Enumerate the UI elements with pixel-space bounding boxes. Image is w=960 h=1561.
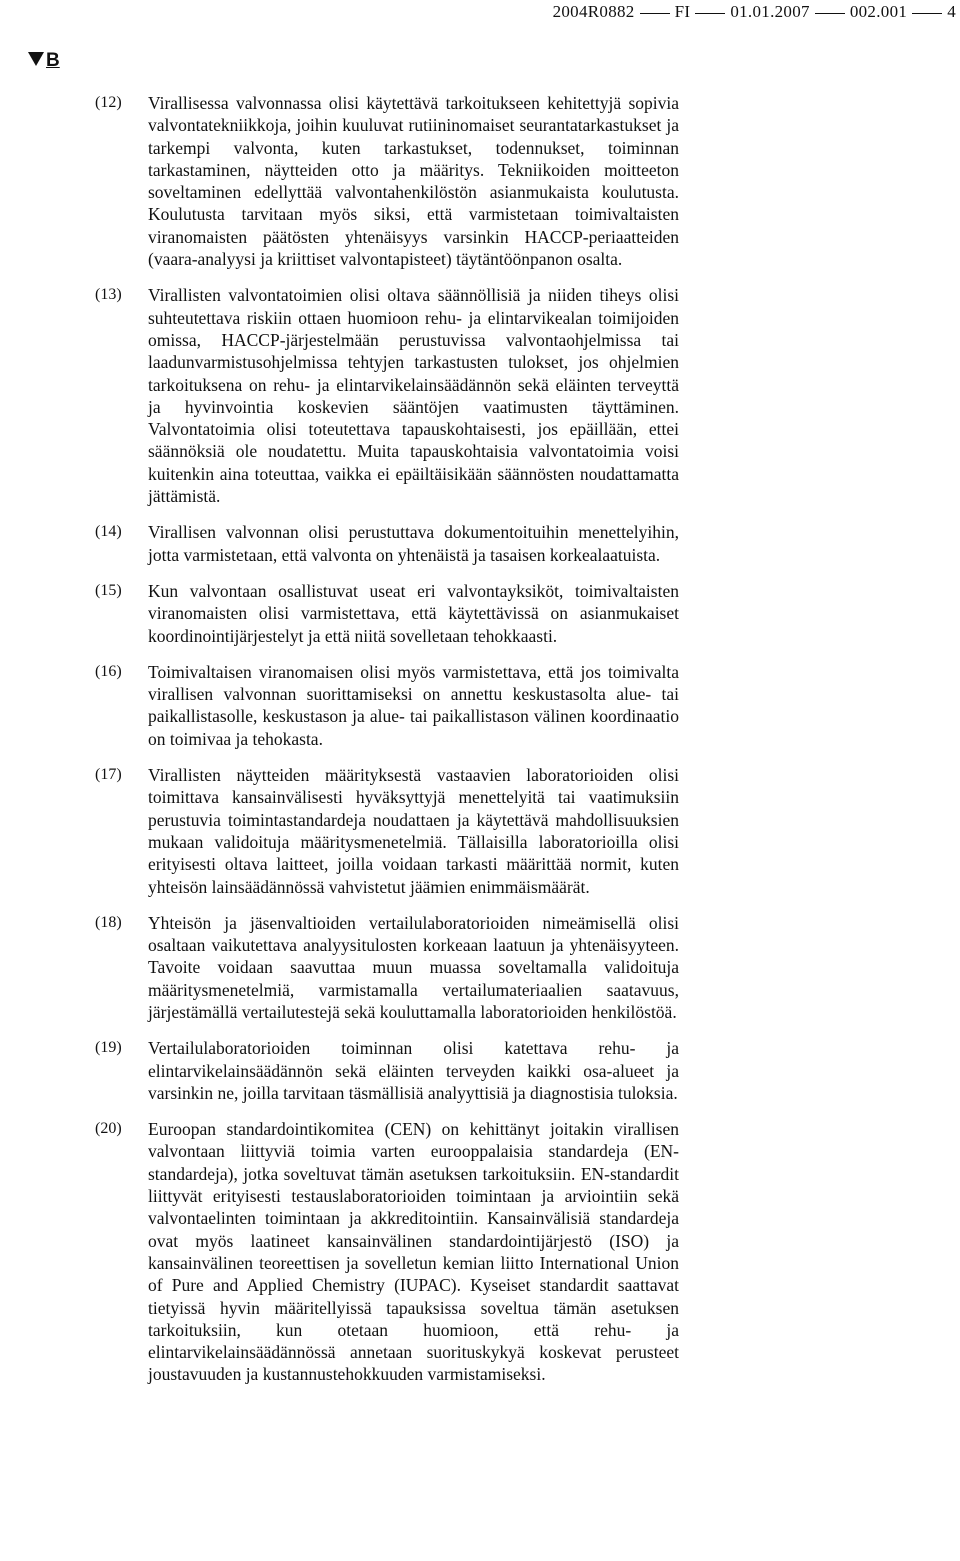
running-header (553, 2, 956, 22)
header-separator (640, 13, 670, 14)
recital-number: (15) (95, 581, 122, 599)
recital-text: Vertailulaboratorioiden toiminnan olisi katettava rehu- ja elintarvikelainsäädännön sekä eläinten terveyden kaikki osa-alueet ja varsinkin ne, joilla tarvitaan täsmällisiä analyyttisiä ja diagnostisia tuloksia. (148, 1038, 679, 1103)
recital-number: (19) (95, 1039, 122, 1057)
recital-text: Kun valvontaan osallistuvat useat eri valvontayksiköt, toimivaltaisten viranomaisten olisi varmistettava, että käytettävissä on asianmukaiset koordinointijärjestelyt ja että niitä sovelletaan tehokkaasti. (148, 580, 679, 646)
recital-item (0, 764, 960, 898)
header-separator (695, 13, 725, 14)
recital-item (0, 521, 960, 566)
header-separator (912, 13, 942, 14)
recital-item (0, 1118, 960, 1386)
recital-item (0, 580, 960, 647)
recital-item (0, 92, 960, 270)
recital-text: Euroopan standardointikomitea (CEN) on kehittänyt joitakin virallisen valvontaan liittyviä toimia varten eurooppalaisia standardeja (EN-standardeja), jotka soveltuvat tämän asetuksen tarkoituksiin. EN-standardit liittyvät erityisesti testauslaboratorioiden toimintaan ja arviointiin sekä valvontaelinten toimintaan ja akkreditointiin. Kansainvälisiä standardeja ovat myös laatineet kansainvälinen standardointijärjestö (ISO) ja kansainvälinen teoreettisen ja sovelletun kemian liitto International Union of Pure and Applied Chemistry (IUPAC). Kyseiset standardit saattavat tietyissä hyvin määritellyissä tapauksissa soveltua tämän asetuksen tarkoituksiin, kun otetaan huomioon, että rehu- ja elintarvikelainsäädännössä annetaan suorituskykyä koskevat perusteet joustavuuden ja kustannustehokkuuden varmistamiseksi. (148, 1119, 679, 1385)
recital-number: (12) (95, 94, 122, 111)
document-version: 002.001 (849, 2, 908, 21)
recital-item (0, 284, 960, 507)
triangle-down-icon (28, 52, 44, 66)
recital-item (0, 1037, 960, 1104)
amendment-marker-label: B (46, 50, 60, 71)
recital-number: (17) (95, 766, 122, 784)
recital-number: (16) (95, 662, 122, 680)
recital-text: Virallisessa valvonnassa olisi käytettävä tarkoitukseen kehitettyjä sopivia valvontatekniikkoja, joihin kuuluvat rutiininomaiset seurantatarkastukset ja tarkempi valvonta, kuten tarkastukset, todennukset, toiminnan tarkastaminen, näytteiden otto ja määritys. Tekniikoiden moitteeton soveltaminen edellyttää valvontahenkilöstön asianmukaista koulutusta. Koulutusta tarvitaan myös siksi, että varmistetaan toimivaltaisten viranomaisten päätösten yhtenäisyys varsinkin HACCP-periaatteiden (vaara-analyysi ja kriittiset valvontapisteet) täytäntöönpanon osalta. (148, 93, 679, 270)
recitals-list (0, 92, 960, 1400)
document-id: 2004R0882 (552, 2, 635, 21)
document-language: FI (674, 2, 691, 21)
recital-text: Yhteisön ja jäsenvaltioiden vertailulaboratorioiden nimeämisellä olisi osaltaan vaikutettava analyysitulosten korkeaan laatuun ja yhtenäisyyteen. Tavoite voidaan saavuttaa muun muassa soveltamalla validoituja määritysmenetelmiä, varmistamalla vertailumateriaalien saatavuus, järjestämällä vertailutestejä sekä kouluttamalla laboratorioiden henkilöstöä. (148, 912, 679, 1022)
recital-number: (18) (95, 913, 122, 931)
document-date: 01.01.2007 (730, 2, 810, 21)
recital-item (0, 661, 960, 750)
recital-number: (13) (95, 286, 122, 304)
recital-item (0, 912, 960, 1023)
recital-text: Virallisten näytteiden määrityksestä vastaavien laboratorioiden olisi toimittava kansainvälisesti hyväksyttyjä menettelyitä tai vaatimuksiin perustuvia toimintastandardeja noudattaen ja käytettävä mahdollisuuksien mukaan validoituja määritysmenetelmiä. Tällaisilla laboratorioilla olisi erityisesti oltava laitteet, joilla voidaan tarkasti määrittää normit, kuten yhteisön lainsäädännössä vahvistetut jäämien enimmäismäärät. (148, 765, 679, 897)
recital-number: (14) (95, 523, 122, 541)
recital-text: Virallisten valvontatoimien olisi oltava säännöllisiä ja niiden tiheys olisi suhteutettava riskiin ottaen huomioon rehu- ja elintarvikealan toimijoiden omissa, HACCP-järjestelmään perustuvissa valvontaohjelmissa tai laadunvarmistusohjelmissa tehtyjen tarkastusten tulokset, jos ohjelmien tarkoituksena on rehu- ja elintarvikelainsäädännön sekä eläinten terveyttä ja hyvinvointia koskevien sääntöjen vaatimusten täyttäminen. Valvontatoimia olisi toteutettava tapauskohtaisesti, jos epäillään, ettei säännöksiä ole noudatettu. Muita tapauskohtaisia valvontatoimia voisi kuitenkin aina toteuttaa, vaikka ei epäiltäisikään säännösten noudattamatta jättämistä. (148, 285, 679, 507)
page-number: 4 (947, 2, 956, 21)
recital-number: (20) (95, 1120, 122, 1138)
header-separator (815, 13, 845, 14)
amendment-marker (28, 50, 60, 72)
recital-text: Virallisen valvonnan olisi perustuttava dokumentoituihin menettelyihin, jotta varmistetaan, että valvonta on yhtenäistä ja tasaisen korkealaatuista. (148, 522, 679, 565)
recital-text: Toimivaltaisen viranomaisen olisi myös varmistettava, että jos toimivalta virallisen valvonnan suorittamiseksi on annettu keskustasolta alue- tai paikallistasolle, keskustason ja alue- tai paikallistason välinen koordinaatio on toimivaa ja tehokasta. (148, 661, 679, 749)
